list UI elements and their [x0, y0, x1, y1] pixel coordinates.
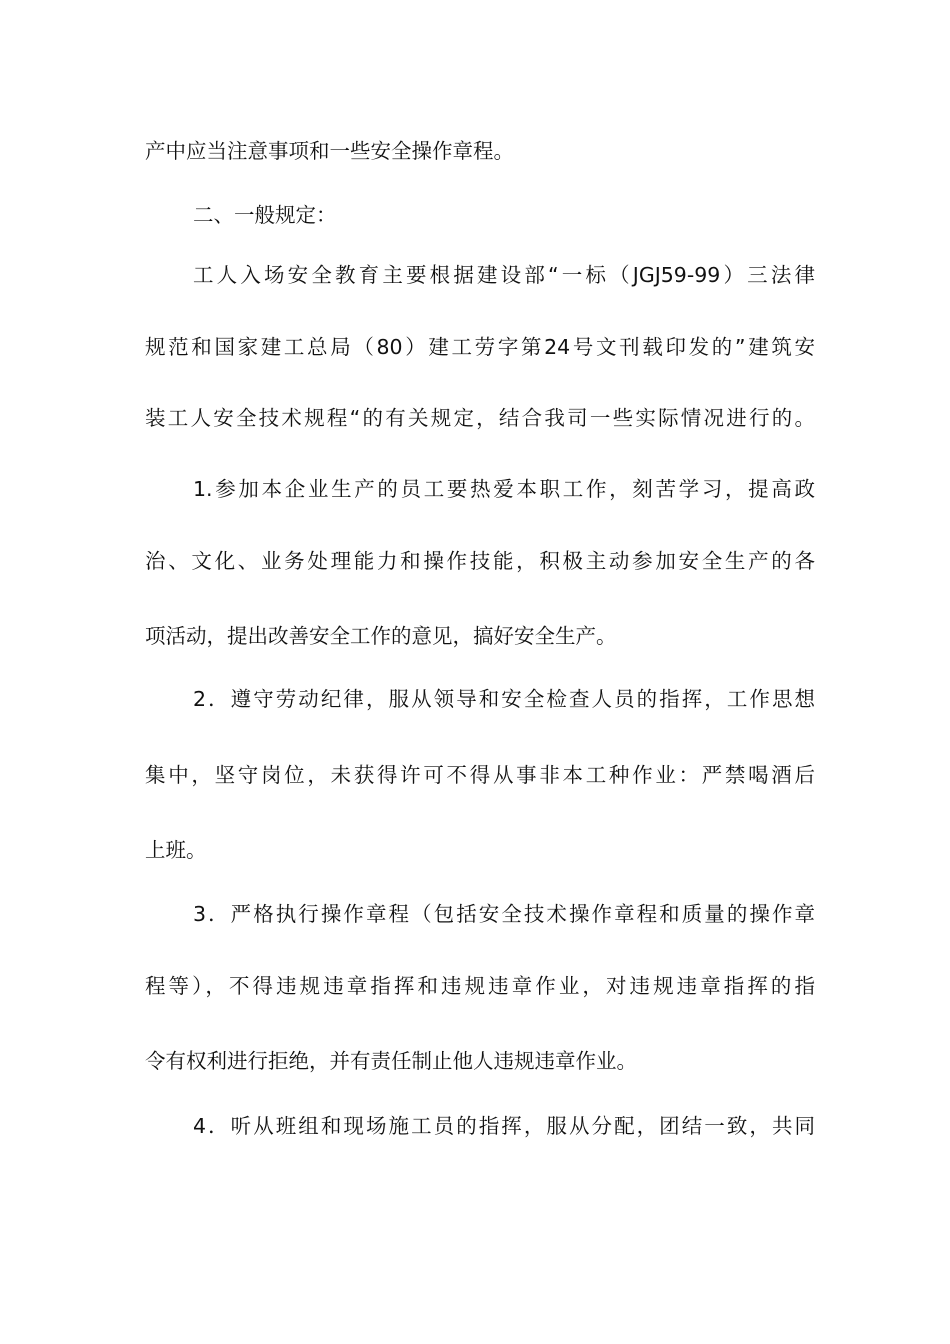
list-item-2-line: 上班。 [145, 838, 207, 862]
list-item-3-line: 3．严格执行操作章程（包括安全技术操作章程和质量的操作章 [193, 902, 815, 926]
paragraph-line: 装工人安全技术规程“的有关规定，结合我司一些实际情况进行的。 [145, 406, 815, 430]
section-heading: 二、一般规定： [193, 203, 337, 227]
list-item-2-line: 集中，坚守岗位，未获得许可不得从事非本工种作业：严禁喝酒后 [145, 763, 815, 787]
list-item-3-line: 程等），不得违规违章指挥和违规违章作业，对违规违章指挥的指 [145, 974, 815, 998]
list-item-1-line: 1.参加本企业生产的员工要热爱本职工作，刻苦学习，提高政 [193, 477, 815, 501]
list-item-4-line: 4．听从班组和现场施工员的指挥，服从分配，团结一致，共同 [193, 1114, 815, 1138]
paragraph-line: 工人入场安全教育主要根据建设部“一标（JGJ59-99）三法律 [193, 263, 815, 287]
list-item-1-line: 项活动，提出改善安全工作的意见，搞好安全生产。 [145, 624, 617, 648]
list-item-3-line: 令有权利进行拒绝，并有责任制止他人违规违章作业。 [145, 1049, 637, 1073]
list-item-1-line: 治、文化、业务处理能力和操作技能，积极主动参加安全生产的各 [145, 549, 815, 573]
paragraph-line: 产中应当注意事项和一些安全操作章程。 [145, 139, 514, 163]
list-item-2-line: 2．遵守劳动纪律，服从领导和安全检查人员的指挥，工作思想 [193, 687, 815, 711]
paragraph-line: 规范和国家建工总局（80）建工劳字第24号文刊载印发的”建筑安 [145, 335, 815, 359]
